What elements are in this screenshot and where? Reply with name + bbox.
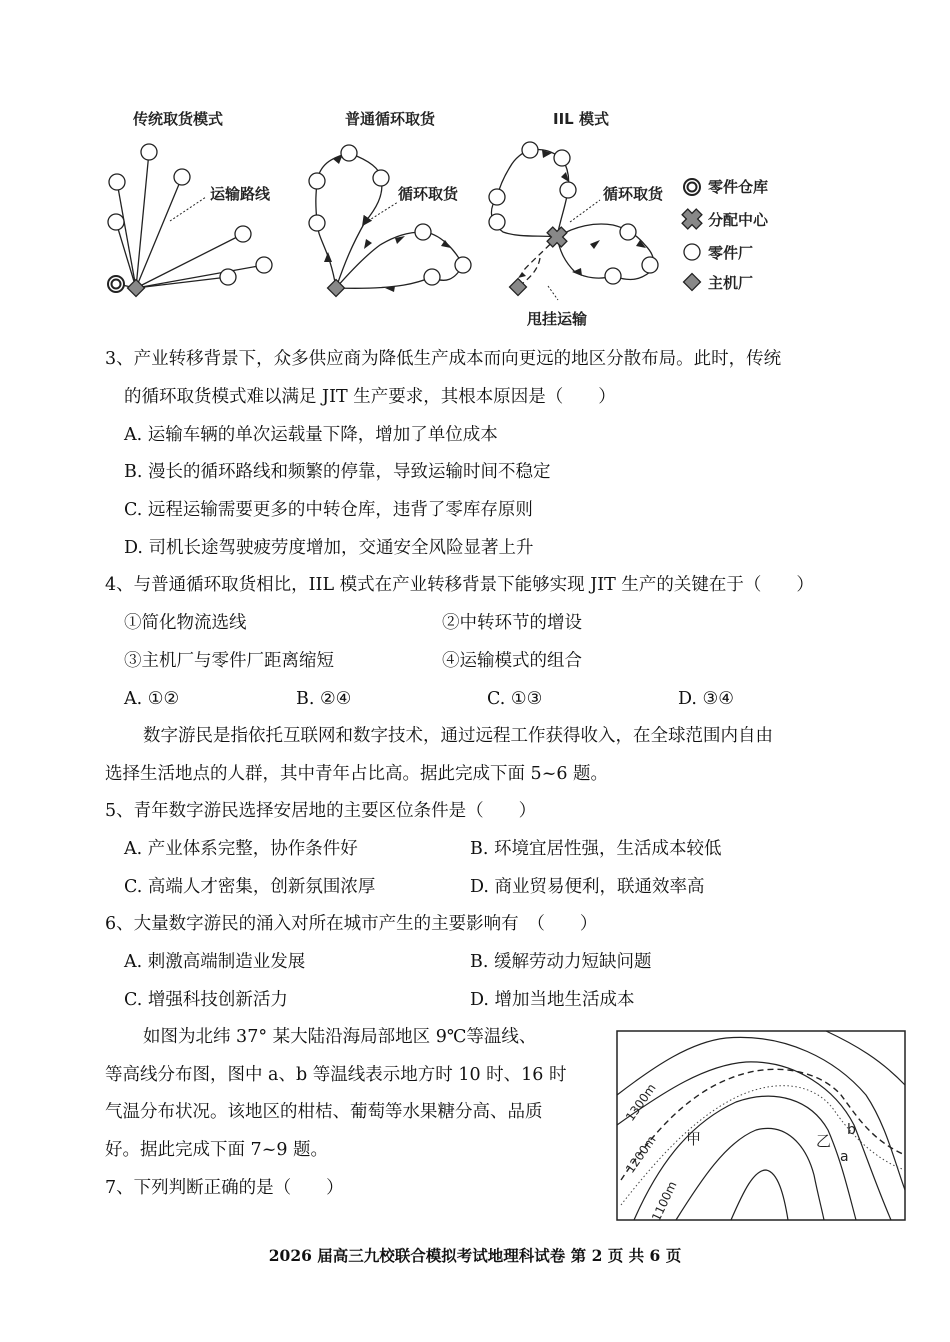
traditional-parts-factories: [108, 144, 272, 285]
legend-label-warehouse: 零件仓库: [708, 178, 769, 196]
q4-statement-1: ①简化物流选线: [124, 613, 247, 633]
q6-stem: 6、大量数字游民的涌入对所在城市产生的主要影响有 （ ）: [105, 914, 598, 934]
intro79-line3: 气温分布状况。该地区的柑桔、葡萄等水果糖分高、品质: [105, 1102, 543, 1122]
distribution-center-icon: [678, 205, 706, 233]
parts-factory-icon: [141, 144, 157, 160]
contour-map: [616, 1030, 906, 1221]
q4-statement-3: ③主机厂与零件厂距离缩短: [124, 651, 334, 671]
parts-factory-icon: [489, 214, 505, 230]
parts-factory-icon: [341, 145, 357, 161]
label-1300m: 1300m: [622, 1081, 659, 1124]
milkrun-model: [316, 153, 463, 288]
label-a: a: [840, 1149, 849, 1165]
parts-factory-icon: [174, 169, 190, 185]
oem-plant-icon: [128, 280, 145, 297]
iil-arrows: [493, 150, 646, 278]
q6-option-b[interactable]: B. 缓解劳动力短缺问题: [470, 952, 652, 972]
parts-factory-icon: [620, 224, 636, 240]
parts-factory-icon: [684, 244, 700, 260]
q4-statement-4: ④运输模式的组合: [442, 651, 582, 671]
parts-warehouse-icon: [108, 276, 124, 292]
leader-line: [570, 200, 600, 222]
iil-model: [491, 149, 653, 287]
parts-factory-icon: [642, 257, 658, 273]
q5-option-a[interactable]: A. 产业体系完整，协作条件好: [124, 839, 358, 859]
contour-map-graphics: [616, 1030, 906, 1221]
parts-factory-icon: [309, 215, 325, 231]
parts-warehouse-icon: [684, 179, 700, 195]
parts-factory-icon: [560, 182, 576, 198]
q5-stem: 5、青年数字游民选择安居地的主要区位条件是（ ）: [105, 801, 537, 821]
label-1100m: 1100m: [649, 1179, 680, 1221]
label-1200m: 1200m: [622, 1133, 659, 1176]
logistics-diagram-graphics: [0, 0, 950, 340]
intro56-line2: 选择生活地点的人群，其中青年占比高。据此完成下面 5~6 题。: [105, 764, 609, 784]
label-yi: 乙: [816, 1132, 832, 1150]
parts-factory-icon: [235, 226, 251, 242]
oem-plant-icon: [510, 279, 527, 296]
label-transport-route: 运输路线: [210, 185, 271, 203]
traditional-model: [116, 152, 264, 288]
page-footer: 2026 届高三九校联合模拟考试地理科试卷 第 2 页 共 6 页: [268, 1246, 682, 1265]
label-jia: 甲: [686, 1130, 702, 1148]
parts-factory-icon: [309, 173, 325, 189]
q5-option-d[interactable]: D. 商业贸易便利，联通效率高: [470, 877, 705, 897]
intro56-line1: 数字游民是指依托互联网和数字技术，通过远程工作获得收入，在全球范围内自由: [143, 726, 773, 746]
q3-stem-line1: 3、产业转移背景下，众多供应商为降低生产成本而向更远的地区分散布局。此时，传统: [105, 349, 782, 369]
parts-factory-icon: [373, 170, 389, 186]
intro79-line2: 等高线分布图，图中 a、b 等温线表示地方时 10 时、16 时: [105, 1065, 567, 1085]
title-iil: IIL 模式: [553, 110, 609, 128]
q3-option-a[interactable]: A. 运输车辆的单次运载量下降，增加了单位成本: [124, 425, 498, 445]
title-traditional: 传统取货模式: [133, 110, 224, 128]
parts-factory-icon: [108, 214, 124, 230]
legend-label-factory: 零件厂: [708, 244, 754, 262]
leader-line: [170, 197, 206, 221]
q6-option-c[interactable]: C. 增强科技创新活力: [124, 990, 288, 1010]
legend-label-oem: 主机厂: [708, 274, 754, 292]
q5-option-c[interactable]: C. 高端人才密集，创新氛围浓厚: [124, 877, 376, 897]
q4-stem: 4、与普通循环取货相比，IIL 模式在产业转移背景下能够实现 JIT 生产的关键在于（ ）: [105, 575, 814, 595]
q3-option-d[interactable]: D. 司机长途驾驶疲劳度增加，交通安全风险显著上升: [124, 538, 534, 558]
parts-factory-icon: [554, 150, 570, 166]
oem-plant-icon: [684, 274, 701, 291]
parts-factory-icon: [455, 257, 471, 273]
q4-statement-2: ②中转环节的增设: [442, 613, 582, 633]
leader-line: [548, 286, 558, 300]
legend-label-distribution: 分配中心: [708, 211, 769, 229]
intro79-line4: 好。据此完成下面 7~9 题。: [105, 1140, 329, 1160]
parts-factory-icon: [522, 142, 538, 158]
q4-option-d[interactable]: D. ③④: [678, 689, 734, 709]
milkrun-parts-factories: [309, 145, 471, 285]
q3-stem-line2: 的循环取货模式难以满足 JIT 生产要求，其根本原因是（ ）: [124, 387, 616, 407]
q5-option-b[interactable]: B. 环境宜居性强，生活成本较低: [470, 839, 722, 859]
q6-option-d[interactable]: D. 增加当地生活成本: [470, 990, 635, 1010]
parts-factory-icon: [489, 189, 505, 205]
parts-factory-icon: [424, 269, 440, 285]
q3-option-c[interactable]: C. 远程运输需要更多的中转仓库，违背了零库存原则: [124, 500, 533, 520]
label-cyclic-pickup-2: 循环取货: [603, 185, 664, 203]
label-drop-hook: 甩挂运输: [527, 310, 588, 328]
title-milkrun: 普通循环取货: [345, 110, 436, 128]
q3-option-b[interactable]: B. 漫长的循环路线和频繁的停靠，导致运输时间不稳定: [124, 462, 551, 482]
q4-option-b[interactable]: B. ②④: [296, 689, 352, 709]
iil-parts-factories: [489, 142, 658, 284]
intro79-line1: 如图为北纬 37° 某大陆沿海局部地区 9℃等温线、: [143, 1027, 537, 1047]
parts-factory-icon: [220, 269, 236, 285]
legend-icons: [678, 179, 706, 290]
label-b: b: [847, 1122, 856, 1138]
q7-stem: 7、下列判断正确的是（ ）: [105, 1178, 344, 1198]
q6-option-a[interactable]: A. 刺激高端制造业发展: [124, 952, 306, 972]
parts-factory-icon: [605, 268, 621, 284]
q4-option-c[interactable]: C. ①③: [487, 689, 543, 709]
parts-factory-icon: [415, 224, 431, 240]
parts-factory-icon: [256, 257, 272, 273]
q4-option-a[interactable]: A. ①②: [124, 689, 180, 709]
label-cyclic-pickup-1: 循环取货: [398, 185, 459, 203]
parts-factory-icon: [109, 174, 125, 190]
